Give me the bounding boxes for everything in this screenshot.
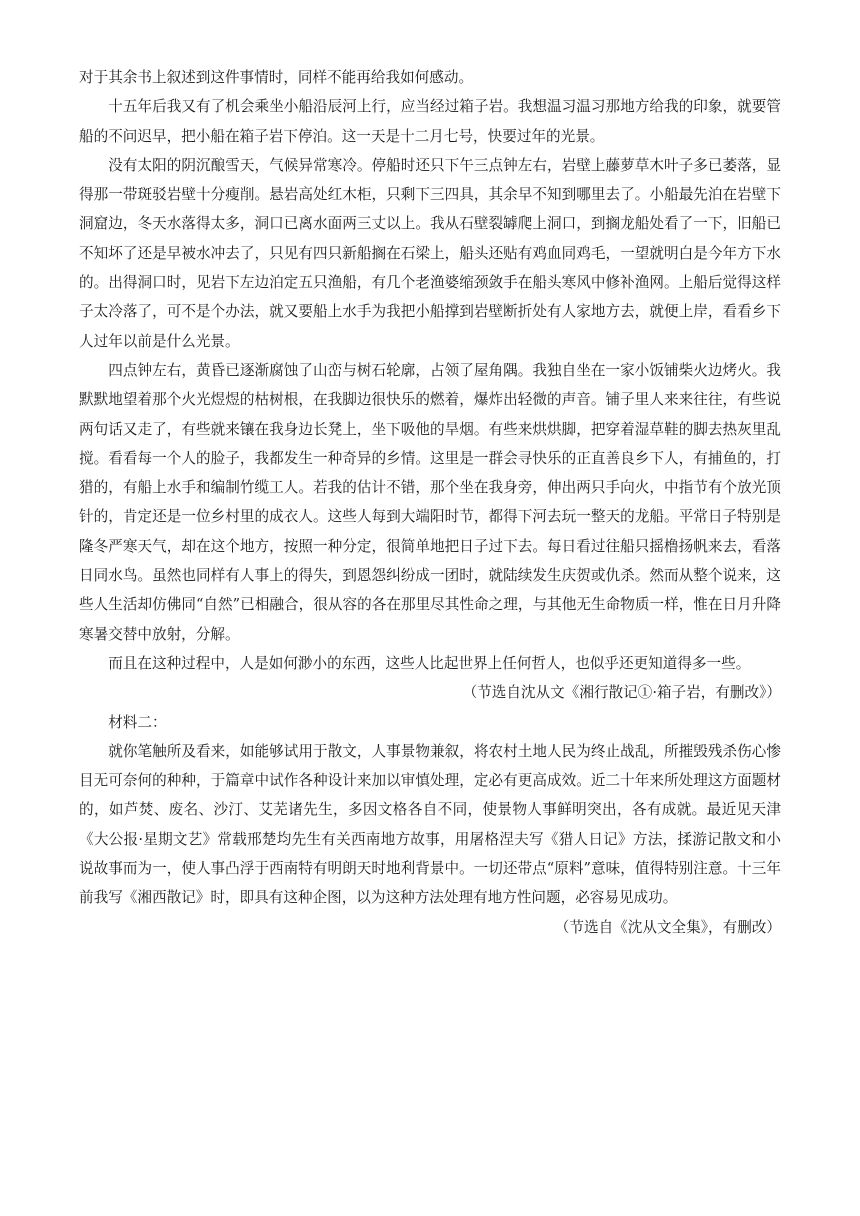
document-page [79,63,781,942]
paragraph: 四点钟左右，黄昏已逐渐腐蚀了山峦与树石轮廓，占领了屋角隅。我独自坐在一家小饭铺柴火边烤火。我默默地望着那个火光煜煜的枯树根，在我脚边很快乐的燃着，爆炸出轻微的声音。铺子里人来来往往，有些说两句话又走了，有些就来镶在我身边长凳上，坐下吸他的旱烟。有些来烘烘脚，把穿着湿草鞋的脚去热灰里乱搅。看看每一个人的脸子，我都发生一种奇异的乡情。这里是一群会寻快乐的正直善良乡下人，有捕鱼的，打猎的，有船上水手和编制竹缆工人。若我的估计不错，那个坐在我身旁，伸出两只手向火，中指节有个放光顶针的，肯定还是一位乡村里的成衣人。这些人每到大端阳时节，都得下河去玩一整天的龙船。平常日子特别是隆冬严寒天气，却在这个地方，按照一种分定，很简单地把日子过下去。每日看过往船只摇橹扬帆来去，看落日同水鸟。虽然也同样有人事上的得失，到恩怨纠纷成一团时，就陆续发生庆贺或仇杀。然而从整个说来，这些人生活却仿佛同“自然”已相融合，很从容的各在那里尽其性命之理，与其他无生命物质一样，惟在日月升降寒暑交替中放射，分解。 [79,361,781,643]
paragraph: 没有太阳的阴沉酿雪天，气候异常寒冷。停船时还只下午三点钟左右，岩壁上藤萝草木叶子多已萎落，显得那一带斑驳岩壁十分瘦削。悬岩高处红木柜，只剩下三四具，其余早不知到哪里去了。小船最先泊在岩壁下洞窟边，冬天水落得太多，洞口已离水面两三丈以上。我从石壁裂罅爬上洞口，到搁龙船处看了一下，旧船已不知坏了还是早被水冲去了，只见有四只新船搁在石梁上，船头还贴有鸡血同鸡毛，一望就明白是今年方下水的。出得洞口时，见岩下左边泊定五只渔船，有几个老渔婆缩颈敛手在船头寒风中修补渔网。上船后觉得这样子太冷落了，可不是个办法，就又要船上水手为我把小船撑到岩壁断折处有人家地方去，就便上岸，看看乡下人过年以前是什么光景。 [79,156,781,350]
section-label: 材料二： [108,713,167,731]
paragraph: 十五年后我又有了机会乘坐小船沿辰河上行，应当经过箱子岩。我想温习温习那地方给我的印象，就要管船的不问迟早，把小船在箱子岩下停泊。这一天是十二月七号，快要过年的光景。 [79,98,781,145]
source-citation: （节选自沈从文《湘行散记①·箱子岩，有删改》） [462,684,781,702]
paragraph: 就你笔触所及看来，如能够试用于散文，人事景物兼叙，将农村土地人民为终止战乱，所摧毁残杀伤心惨目无可奈何的种种，于篇章中试作各种设计来加以审慎处理，定必有更高成效。近二十年来所处理这方面题材的，如芦焚、废名、沙汀、艾芜诸先生，多因文格各自不同，使景物人事鲜明突出，各有成就。最近见天津《大公报·星期文艺》常载邢楚均先生有关西南地方故事，用屠格涅夫写《猎人日记》方法，揉游记散文和小说故事而为一，使人事凸浮于西南特有明朗天时地利背景中。一切还带点“原料”意味，值得特别注意。十三年前我写《湘西散记》时，即具有这种企图，以为这种方法处理有地方性问题，必容易见成功。 [79,742,781,907]
source-citation: （节选自《沈从文全集》，有删改） [554,918,781,936]
paragraph: 对于其余书上叙述到这件事情时，同样不能再给我如何感动。 [79,69,474,86]
paragraph: 而且在这种过程中，人是如何渺小的东西，这些人比起世界上任何哲人，也似乎还更知道得多一些。 [108,654,751,672]
